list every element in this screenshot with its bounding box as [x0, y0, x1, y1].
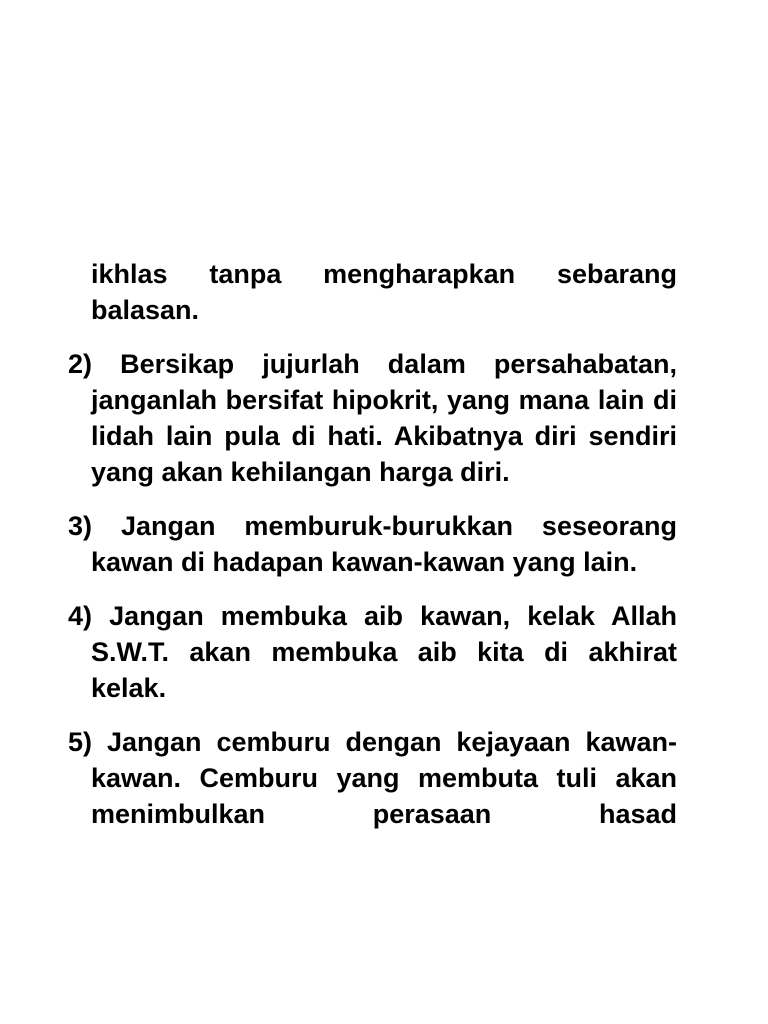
list-item-text: Bersikap jujurlah dalam persahabatan, janganlah bersifat hipokrit, yang mana lain di lidah lain pula di hati. Akibatnya diri sendiri yang akan kehilangan harga diri. [91, 349, 677, 487]
list-item-5 [68, 724, 677, 832]
list-number: 4) [68, 601, 93, 631]
list-number: 5) [68, 727, 93, 757]
list-item-text: Jangan cemburu dengan kejayaan kawan-kawan. Cemburu yang membuta tuli akan menimbulkan perasaan hasad [91, 727, 677, 829]
list-item-2 [68, 346, 677, 490]
list-number: 2) [68, 349, 93, 379]
document-body [68, 256, 677, 850]
list-item-3 [68, 508, 677, 580]
paragraph-text: ikhlas tanpa mengharapkan sebarang balasan. [91, 259, 677, 325]
list-item-4 [68, 598, 677, 706]
list-item-text: Jangan memburuk-burukkan seseorang kawan di hadapan kawan-kawan yang lain. [91, 511, 677, 577]
list-item-text: Jangan membuka aib kawan, kelak Allah S.W.T. akan membuka aib kita di akhirat kelak. [91, 601, 677, 703]
paragraph-continued [68, 256, 677, 328]
list-number: 3) [68, 511, 93, 541]
